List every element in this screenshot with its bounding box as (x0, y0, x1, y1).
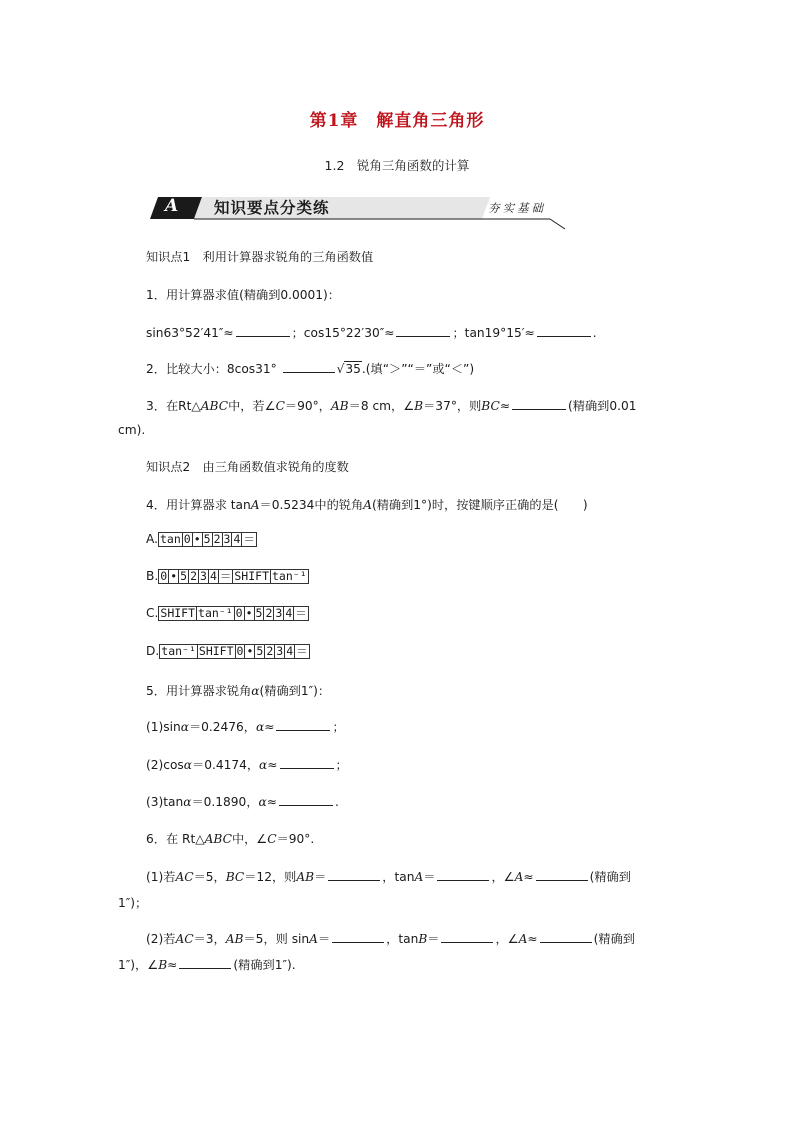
q4-option-label: A. (146, 532, 158, 546)
q5-alpha: α (180, 720, 189, 734)
q5-stem (146, 682, 330, 699)
q4-option-d[interactable] (146, 644, 309, 659)
q6-text: ≈ (523, 870, 534, 884)
calculator-key: tan⁻¹ (161, 644, 196, 658)
calculator-key: SHIFT (160, 606, 196, 620)
q3-c: C (275, 399, 285, 413)
q3-text: ≈ (499, 399, 511, 413)
q6-a: A (514, 870, 524, 884)
q2-radicand: 35 (345, 362, 361, 376)
q6-part-2 (146, 930, 635, 947)
q3-text: ＝37°，则 (423, 399, 482, 413)
q5-alpha: α (183, 795, 192, 809)
q3-ab: AB (330, 399, 349, 413)
q3-abc: ABC (200, 399, 229, 413)
q4-a: A (363, 498, 372, 512)
knowledge-point-1-title: 知识点1 利用计算器求锐角的三角函数值 (146, 250, 374, 264)
q5-blank-2[interactable] (280, 756, 334, 769)
calculator-key: • (245, 606, 253, 620)
q6-text: ＝ (427, 932, 440, 946)
q4-text: 4．用计算器求 tan (146, 498, 251, 512)
q6-text: ，∠ (495, 932, 519, 946)
q3-continuation: cm). (118, 423, 146, 437)
q6-text: ＝ (317, 932, 331, 946)
q6-b: B (418, 932, 428, 946)
q6-text: (2)若 (146, 932, 176, 946)
q1-part-a: sin63°52′41″≈ (146, 326, 234, 340)
q4-option-c-keys (158, 606, 307, 621)
q1-stem: 1．用计算器求值(精确到0.0001)： (146, 288, 340, 302)
calculator-key: ＝ (296, 644, 308, 658)
q4-option-d-keys (159, 644, 308, 659)
q6-text: ＝3， (193, 932, 226, 946)
q6-part-1 (146, 868, 631, 885)
q5-alpha: α (183, 758, 193, 772)
q6-part-2-continuation (118, 956, 296, 973)
q6-text: ，∠ (491, 870, 515, 884)
calculator-key: 2 (266, 644, 274, 658)
q1-part-b: ；cos15°22′30″≈ (291, 326, 395, 340)
q5-alpha: α (259, 758, 268, 772)
calculator-key: 5 (256, 644, 264, 658)
q6-1-blank-ab[interactable] (328, 868, 380, 881)
calculator-key: SHIFT (234, 569, 269, 583)
banner-title: 知识要点分类练 (214, 199, 330, 217)
q5-text: ＝0.2476， (188, 720, 256, 734)
q6-text: ≈ (527, 932, 538, 946)
sqrt-35: √35 (336, 362, 361, 376)
q4-option-label: B. (146, 569, 159, 583)
q6-text: (精确到 (589, 870, 631, 884)
q4-option-label: D. (146, 644, 160, 658)
q6-text: 中，∠ (231, 832, 268, 846)
q6-text: ，tan (386, 932, 419, 946)
section-banner (150, 193, 570, 233)
q4-option-label: C. (146, 606, 159, 620)
q6-2-blank-angle-a[interactable] (540, 930, 592, 943)
q5-text: ； (332, 720, 345, 734)
calculator-key: • (193, 532, 201, 546)
calculator-key: 3 (200, 569, 207, 583)
q4-a: A (250, 498, 260, 512)
q5-text: ； (335, 758, 348, 772)
q6-text: ≈ (167, 958, 178, 972)
q3-blank[interactable] (512, 397, 566, 410)
q5-text: (1)sin (146, 720, 181, 734)
q3-b: B (414, 399, 424, 413)
q5-text: (精确到1″)： (259, 684, 331, 698)
q6-text: ，tan (382, 870, 415, 884)
calculator-key: • (170, 569, 178, 583)
banner-tag: 夯实基础 (488, 201, 546, 215)
calculator-key: 3 (223, 532, 231, 546)
calculator-key: 0 (160, 569, 168, 583)
q6-text: ＝12，则 (244, 870, 297, 884)
q2-blank[interactable] (283, 360, 335, 373)
calculator-key: 2 (213, 532, 221, 546)
q3-text: ＝8 cm，∠ (348, 399, 415, 413)
calculator-key: 0 (183, 532, 191, 546)
q4-text: (精确到1°)时，按键顺序正确的是( ) (371, 498, 588, 512)
q6-text: ＝5，则 sin (243, 932, 310, 946)
q5-blank-3[interactable] (279, 793, 333, 806)
q1-blank-c[interactable] (537, 324, 591, 337)
calculator-key: ＝ (219, 569, 232, 583)
q3 (146, 397, 637, 414)
q4-stem (146, 496, 588, 513)
q4-option-a-keys (158, 532, 256, 547)
q1-end: . (592, 326, 597, 340)
section-title: 1.2 锐角三角函数的计算 (324, 158, 470, 173)
q6-stem (146, 830, 314, 847)
q3-text: 3．在Rt△ (146, 399, 201, 413)
q5-text: ＝0.1890， (191, 795, 259, 809)
calculator-key: 5 (255, 606, 263, 620)
q5-part-2 (146, 756, 348, 773)
q4-option-a[interactable] (146, 532, 256, 547)
calculator-key: 3 (275, 606, 283, 620)
q5-alpha: α (251, 684, 260, 698)
q6-text: 6．在 Rt△ (146, 832, 205, 846)
q1-parts (146, 324, 597, 341)
q6-ac: AC (175, 932, 194, 946)
q6-1-blank-angle[interactable] (536, 868, 588, 881)
q6-abc: ABC (204, 832, 232, 846)
q1-blank-a[interactable] (236, 324, 290, 337)
q3-text: 中，若∠ (228, 399, 276, 413)
q4-option-c[interactable] (146, 606, 308, 621)
calculator-key: ＝ (295, 606, 307, 620)
calculator-key: tan⁻¹ (198, 606, 233, 620)
q1-part-c: ；tan19°15′≈ (452, 326, 535, 340)
q1-blank-b[interactable] (396, 324, 450, 337)
q5-text: (3)tan (146, 795, 184, 809)
calculator-key: 2 (190, 569, 197, 583)
q6-bc: BC (225, 870, 245, 884)
q6-2-blank-sin[interactable] (332, 930, 384, 943)
q6-c: C (267, 832, 277, 846)
q6-1-blank-tan[interactable] (437, 868, 489, 881)
q5-text: ≈ (267, 758, 278, 772)
q5-text: ＝0.4174， (192, 758, 260, 772)
q6-b: B (158, 958, 168, 972)
q6-ab: AB (296, 870, 315, 884)
q6-a: A (518, 932, 528, 946)
banner-badge: A (165, 196, 179, 216)
q3-text: (精确到0.01 (568, 399, 637, 413)
q4-text: ＝0.5234中的锐角 (259, 498, 364, 512)
knowledge-point-2-title: 知识点2 由三角函数值求锐角的度数 (146, 460, 349, 474)
calculator-key: 5 (180, 569, 188, 583)
calculator-key: • (246, 644, 254, 658)
calculator-key: 5 (203, 532, 211, 546)
calculator-key: 4 (285, 606, 293, 620)
q5-text: . (334, 795, 339, 809)
q6-text: ＝5， (193, 870, 226, 884)
chapter-title: 第1章 解直角三角形 (309, 111, 485, 131)
q6-text: 1″)，∠ (118, 958, 159, 972)
q6-text: (精确到1″). (233, 958, 296, 972)
q6-text: ＝ (314, 870, 327, 884)
q6-2-blank-tan[interactable] (441, 930, 493, 943)
q2-prefix: 2．比较大小：8cos31° (146, 362, 277, 376)
calculator-key: tan (160, 532, 181, 546)
q5-text: 5．用计算器求锐角 (146, 684, 252, 698)
q6-a: A (414, 870, 424, 884)
calculator-key: 2 (265, 606, 273, 620)
q3-text: ＝90°， (284, 399, 331, 413)
q5-text: ≈ (266, 795, 277, 809)
calculator-key: tan⁻¹ (272, 569, 307, 583)
q3-bc: BC (481, 399, 500, 413)
calculator-key: 4 (233, 532, 241, 546)
q6-a: A (309, 932, 318, 946)
calculator-key: SHIFT (198, 644, 234, 658)
q6-ab: AB (225, 932, 244, 946)
q6-text: ＝90°. (276, 832, 315, 846)
q6-text: ＝ (423, 870, 436, 884)
calculator-key: 4 (286, 644, 294, 658)
q6-2-blank-angle-b[interactable] (179, 956, 231, 969)
q5-part-1 (146, 718, 345, 735)
calculator-key: 4 (209, 569, 217, 583)
calculator-key: 0 (236, 644, 244, 658)
q5-text: ≈ (264, 720, 275, 734)
calculator-key: 3 (276, 644, 284, 658)
q2-suffix: .(填“＞”“＝”或“＜”) (361, 362, 475, 376)
q4-option-b-keys (158, 569, 307, 584)
q6-part-1-continuation: 1″)； (118, 896, 148, 910)
q5-alpha: α (258, 795, 267, 809)
q6-text: (精确到 (593, 932, 635, 946)
q5-text: (2)cos (146, 758, 184, 772)
q5-alpha: α (256, 720, 265, 734)
q4-option-b[interactable] (146, 569, 308, 584)
calculator-key: ＝ (243, 532, 255, 546)
q5-blank-1[interactable] (276, 718, 330, 731)
q6-ac: AC (175, 870, 194, 884)
q6-text: (1)若 (146, 870, 176, 884)
q5-part-3 (146, 793, 339, 810)
calculator-key: 0 (235, 606, 243, 620)
q2 (146, 360, 474, 377)
